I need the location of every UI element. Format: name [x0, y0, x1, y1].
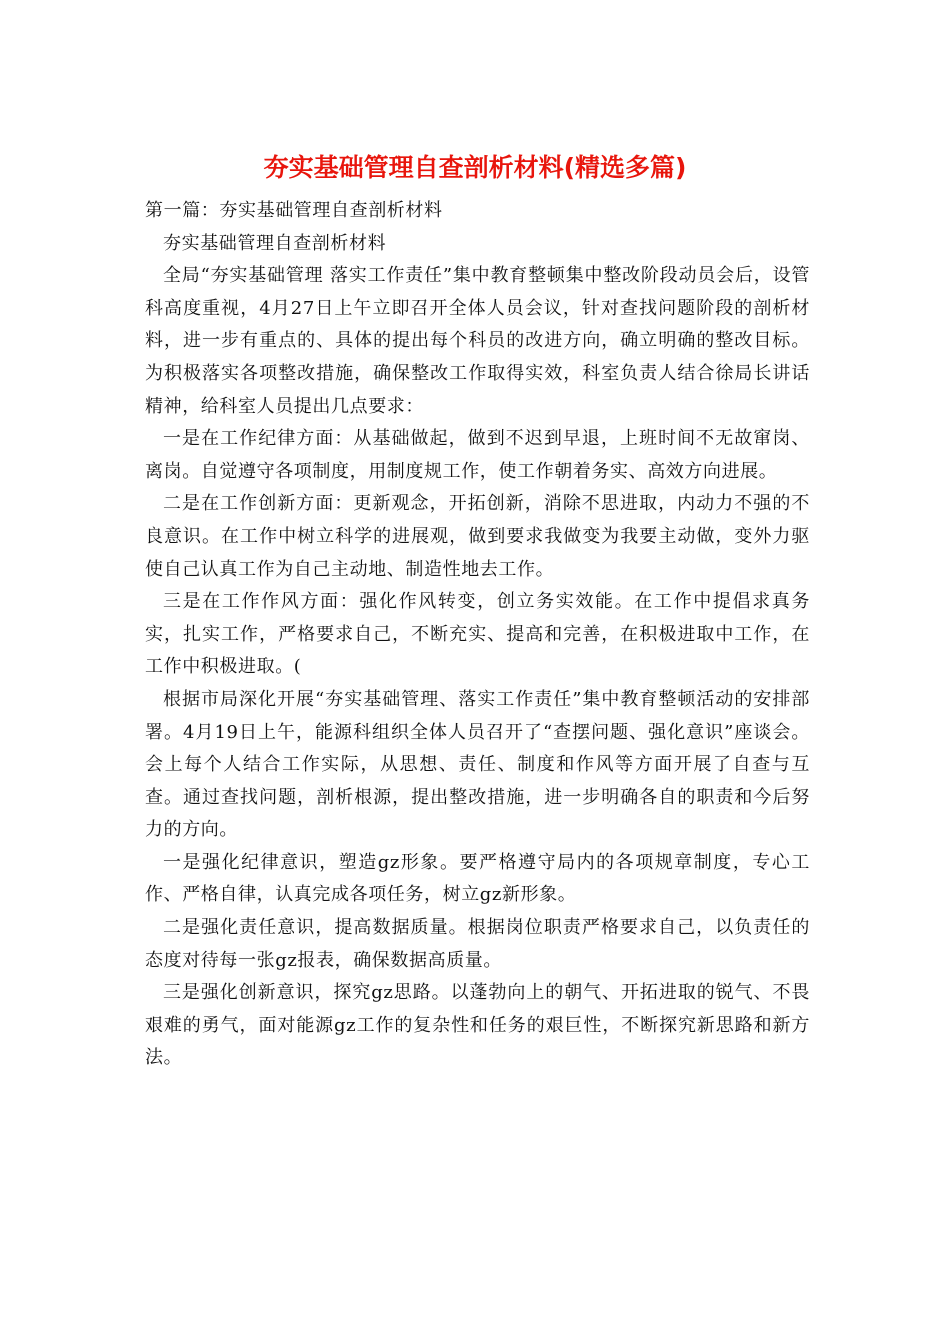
- document-body: [145, 195, 810, 1075]
- body-paragraph: 根据市局深化开展“夯实基础管理、落实工作责任”集中教育整顿活动的安排部署。4月19日上午，能源科组织全体人员召开了“查摆问题、强化意识”座谈会。会上每个人结合工作实际，从思想、责任、制度和作风等方面开展了自查与互查。通过查找问题，剖析根源，提出整改措施，进一步明确各自的职责和今后努力的方向。: [145, 688, 810, 841]
- body-paragraph: 全局“夯实基础管理 落实工作责任”集中教育整顿集中整改阶段动员会后，设管科高度重视，4月27日上午立即召开全体人员会议，针对查找问题阶段的剖析材料，进一步有重点的、具体的提出每个科员的改进方向，确立明确的整改目标。为积极落实各项整改措施，确保整改工作取得实效，科室负责人结合徐局长讲话精神，给科室人员提出几点要求：: [145, 265, 810, 417]
- body-paragraph: 三是在工作作风方面：强化作风转变，创立务实效能。在工作中提倡求真务实，扎实工作，严格要求自己，不断充实、提高和完善，在积极进取中工作，在工作中积极进取。(: [145, 591, 810, 678]
- body-paragraph: 三是强化创新意识，探究gz思路。以蓬勃向上的朝气、开拓进取的锐气、不畏艰难的勇气，面对能源gz工作的复杂性和任务的艰巨性，不断探究新思路和新方法。: [145, 982, 810, 1069]
- body-paragraph: 二是强化责任意识，提高数据质量。根据岗位职责严格要求自己，以负责任的态度对待每一张gz报表，确保数据高质量。: [145, 917, 810, 971]
- section-heading: 第一篇：夯实基础管理自查剖析材料: [145, 200, 443, 221]
- section-subtitle: 夯实基础管理自查剖析材料: [163, 232, 387, 254]
- body-paragraph: 一是在工作纪律方面：从基础做起，做到不迟到早退，上班时间不无故窜岗、离岗。自觉遵守各项制度，用制度规工作，使工作朝着务实、高效方向进展。: [145, 428, 810, 482]
- body-paragraph: 二是在工作创新方面：更新观念，开拓创新，消除不思进取，内动力不强的不良意识。在工作中树立科学的进展观，做到要求我做变为我要主动做，变外力驱使自己认真工作为自己主动地、制造性地去工作。: [145, 493, 810, 580]
- body-paragraph: 一是强化纪律意识，塑造gz形象。要严格遵守局内的各项规章制度，专心工作、严格自律，认真完成各项任务，树立gz新形象。: [145, 851, 810, 906]
- document-title: 夯实基础管理自查剖析材料(精选多篇): [263, 153, 687, 182]
